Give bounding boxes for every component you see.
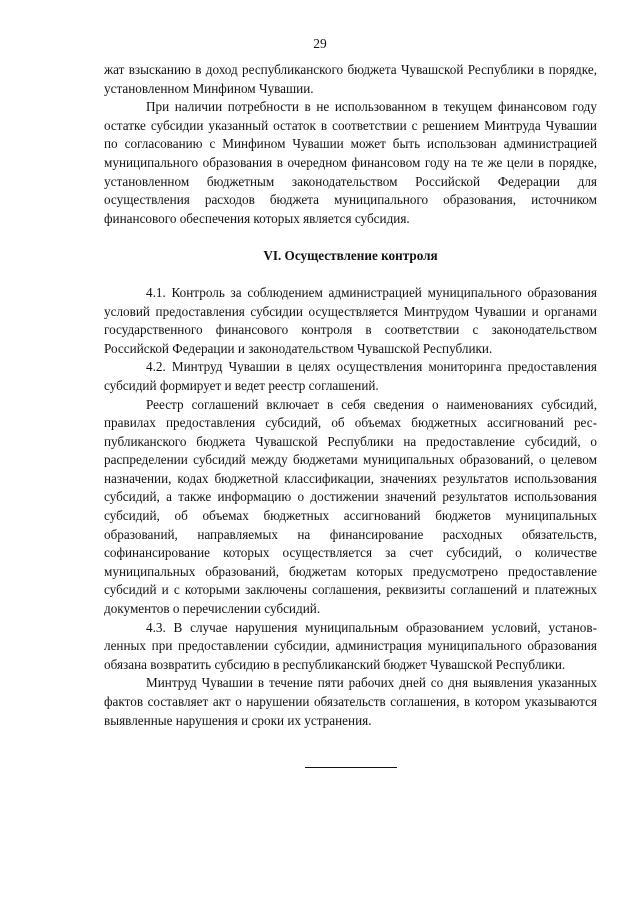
- paragraph-4-2: 4.2. Минтруд Чувашии в целях осуществления мониторинга предоставления субсидий формирует и ведет реестр соглашений.: [104, 359, 597, 393]
- paragraph-violation-act: Минтруд Чувашии в течение пяти рабочих дней со дня выявления указанных фактов составляет акт о нарушении обязательств соглашения, в котором указываются выявленные нарушения и сроки их устранения.: [104, 675, 597, 728]
- paragraph-4-3: 4.3. В случае нарушения муниципальным образованием условий, установленных при предоставлении субсидии, администрация муниципального образования обязана возвратить субсидию в республиканский бюджет Чувашской Республики.: [104, 619, 597, 672]
- paragraph-unused-balance: При наличии потребности в не использованном в текущем финансовом году остатке субсидии указанный остаток в соответствии с решением Минтруда Чувашии по согласованию с Минфином Чувашии может быть использован администрацией муниципального образования в очередном финансовом году на те же цели в порядке, установленном бюджетным законодательством Российской Федерации для осуществления расходов бюджета муниципального образования, источником финансового обеспечения которых является субсидия.: [104, 99, 597, 226]
- paragraph-registry: Реестр соглашений включает в себя сведения о наименованиях субсидий, правилах предоставления субсидий, об объемах бюджетных ассигнований республиканского бюджета Чувашской Республики на предоставление субсидий, о распределении субсидий между бюджетами муниципальных образований, о целевом назначении, кодах бюджетной классификации, значениях результатов использования субсидий, а также информацию о достижении значений результатов использования субсидий, об объемах бюджетных ассигнований бюджетов муниципальных образований, направляемых на финансирование расходных обязательств, софинансирование которых осуществляется за счет субсидий, о количестве муниципальных образований, бюджетам которых предусмотрено предоставление субсидий и с которыми заключены соглашения, реквизиты соглашений и платежных документов о перечислении субсидий.: [104, 396, 597, 617]
- paragraph-continuation: жат взысканию в доход республиканского бюджета Чувашской Республики в порядке, установленном Минфином Чувашии.: [104, 62, 597, 96]
- page-number: 29: [313, 36, 327, 51]
- paragraph-4-1: 4.1. Контроль за соблюдением администрацией муниципального образования условий предоставления субсидии осуществляется Минтрудом Чувашии и органами государственного финансового контроля в соответствии с законодательством Российской Федерации и законодательством Чувашской Республики.: [104, 284, 597, 356]
- document-body: [104, 61, 597, 768]
- end-divider: [305, 767, 397, 768]
- section-heading: VI. Осуществление контроля: [263, 248, 438, 264]
